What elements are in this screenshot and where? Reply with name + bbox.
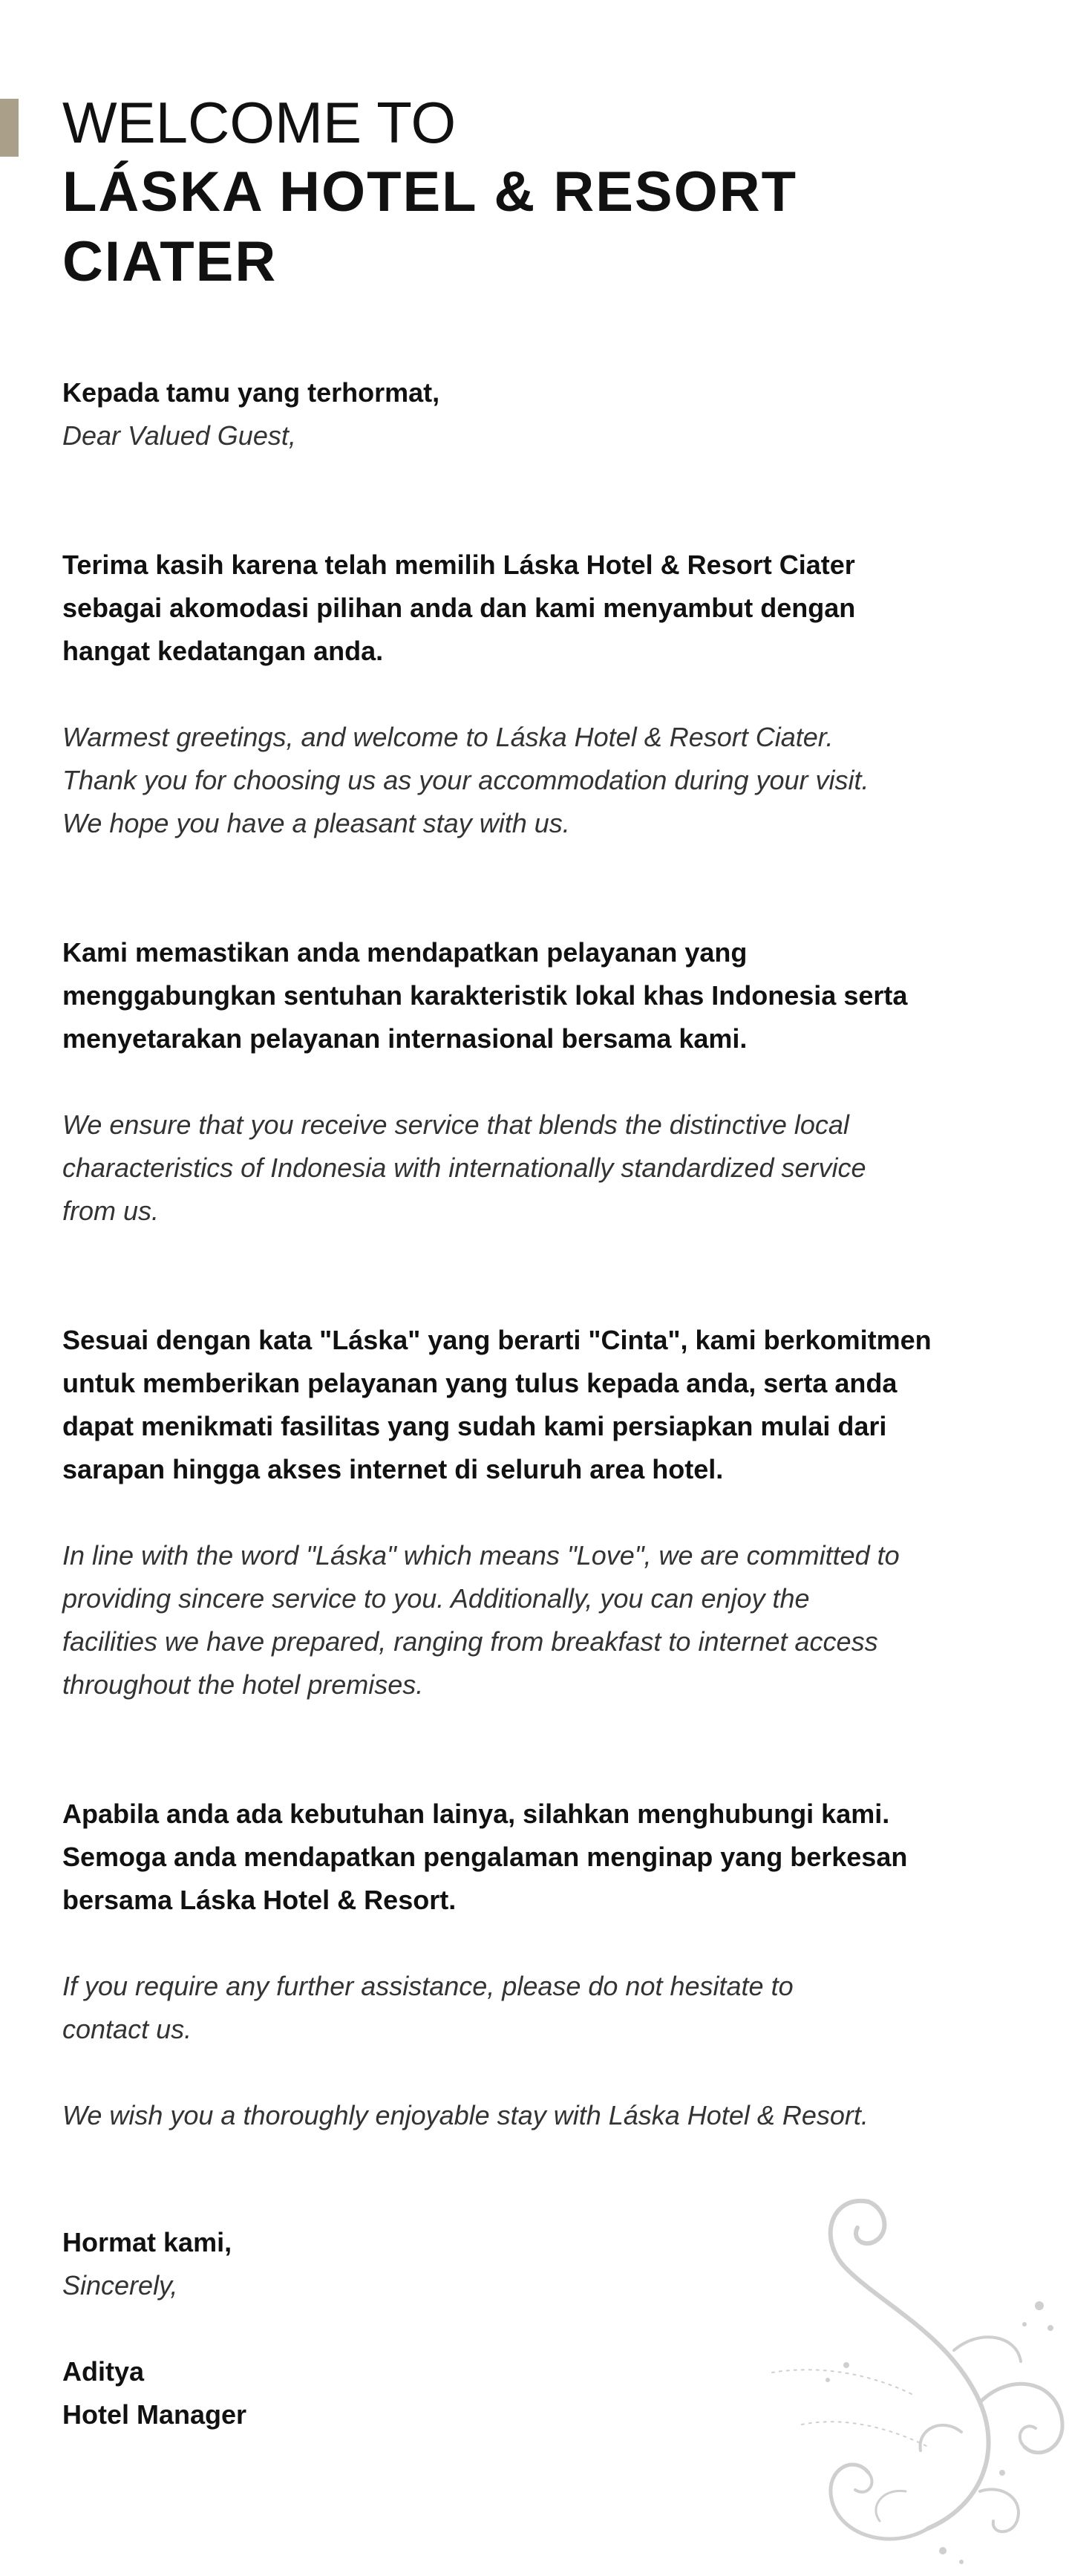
paragraph-2-en-line-2: characteristics of Indonesia with internationally standardized service xyxy=(62,1152,866,1183)
closing-id: Hormat kami, xyxy=(62,2227,232,2257)
paragraph-2-en-line-3: from us. xyxy=(62,1196,160,1226)
paragraph-3-id-line-2: untuk memberikan pelayanan yang tulus kepada anda, serta anda xyxy=(62,1368,898,1398)
paragraph-2-id-line-3: menyetarakan pelayanan internasional bersama kami. xyxy=(62,1023,748,1054)
paragraph-2-id-line-1: Kami memastikan anda mendapatkan pelayanan yang xyxy=(62,937,748,968)
paragraph-3-en-line-4: throughout the hotel premises. xyxy=(62,1669,424,1700)
signer-name: Aditya xyxy=(62,2356,145,2387)
signer-role: Hotel Manager xyxy=(62,2399,247,2430)
paragraph-1-id-line-2: sebagai akomodasi pilihan anda dan kami menyambut dengan xyxy=(62,593,856,623)
paragraph-4-id-line-1: Apabila anda ada kebutuhan lainya, silahkan menghubungi kami. xyxy=(62,1799,890,1829)
title-hotel-name: LÁSKA HOTEL & RESORT xyxy=(62,160,798,224)
paragraph-4 xyxy=(62,1793,1027,2137)
paragraph-1 xyxy=(62,544,1027,845)
paragraph-3-id-line-1: Sesuai dengan kata "Láska" yang berarti "Cinta", kami berkomitmen xyxy=(62,1325,932,1355)
paragraph-1-id-line-1: Terima kasih karena telah memilih Láska Hotel & Resort Ciater xyxy=(62,550,855,580)
paragraph-4-id-line-3: bersama Láska Hotel & Resort. xyxy=(62,1885,457,1915)
paragraph-3-id-line-3: dapat menikmati fasilitas yang sudah kami persiapkan mulai dari xyxy=(62,1411,887,1441)
accent-bar xyxy=(0,99,19,157)
paragraph-1-en-line-2: Thank you for choosing us as your accommodation during your visit. xyxy=(62,765,869,795)
paragraph-1-id-line-3: hangat kedatangan anda. xyxy=(62,636,384,666)
paragraph-3-id-line-4: sarapan hingga akses internet di seluruh area hotel. xyxy=(62,1454,724,1484)
paragraph-3-en-line-3: facilities we have prepared, ranging from breakfast to internet access xyxy=(62,1626,878,1657)
paragraph-3-en-line-1: In line with the word "Láska" which means "Love", we are committed to xyxy=(62,1540,900,1571)
page-title xyxy=(62,88,797,297)
paragraph-2-en-line-1: We ensure that you receive service that blends the distinctive local xyxy=(62,1109,849,1140)
title-location: CIATER xyxy=(62,230,278,293)
paragraph-1-en-line-1: Warmest greetings, and welcome to Láska Hotel & Resort Ciater. xyxy=(62,722,834,752)
paragraph-4-en-line-2: contact us. xyxy=(62,2014,192,2044)
greeting-en: Dear Valued Guest, xyxy=(62,420,296,451)
greeting-id: Kepada tamu yang terhormat, xyxy=(62,377,440,408)
paragraph-2-id-line-2: menggabungkan sentuhan karakteristik lokal khas Indonesia serta xyxy=(62,980,908,1011)
paragraph-1-en-line-3: We hope you have a pleasant stay with us. xyxy=(62,808,570,838)
paragraph-4-en2-line-1: We wish you a thoroughly enjoyable stay with Láska Hotel & Resort. xyxy=(62,2100,869,2130)
paragraph-2 xyxy=(62,931,1027,1233)
paragraph-3 xyxy=(62,1319,1027,1706)
title-welcome: WELCOME TO xyxy=(62,90,457,155)
greeting xyxy=(62,371,1027,457)
signature-block xyxy=(62,2221,246,2436)
paragraph-3-en-line-2: providing sincere service to you. Additionally, you can enjoy the xyxy=(62,1583,810,1614)
letter-body xyxy=(62,371,1027,2137)
closing-en: Sincerely, xyxy=(62,2270,178,2301)
paragraph-4-id-line-2: Semoga anda mendapatkan pengalaman menginap yang berkesan xyxy=(62,1842,908,1872)
floral-ornament-icon xyxy=(757,2179,1069,2576)
paragraph-4-en-line-1: If you require any further assistance, please do not hesitate to xyxy=(62,1971,794,2001)
